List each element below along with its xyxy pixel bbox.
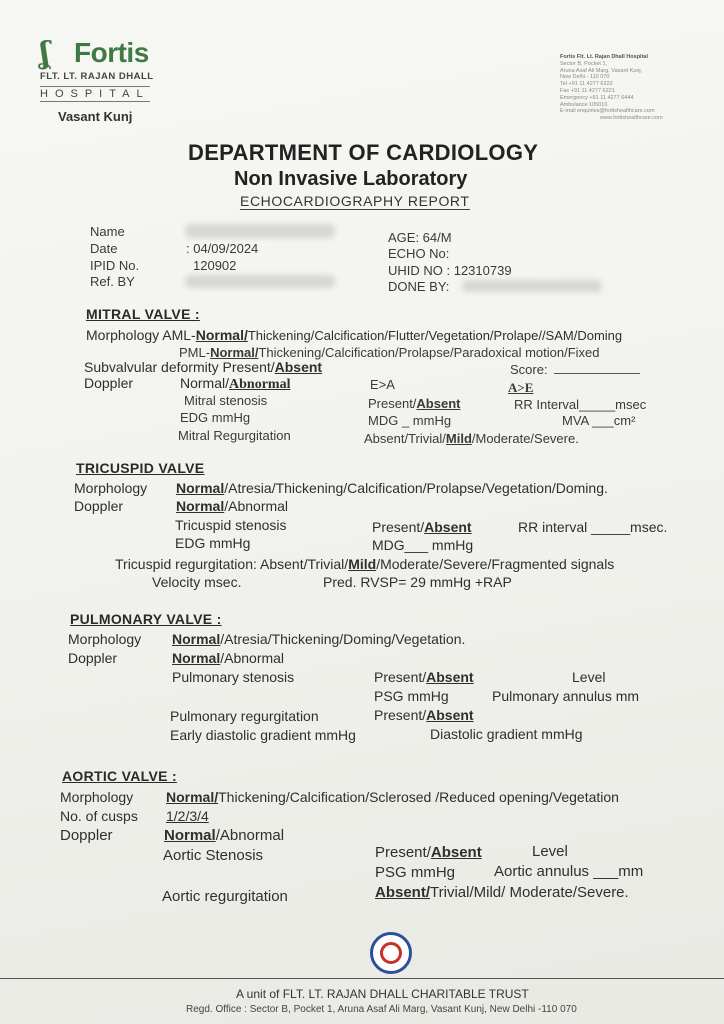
mitral-stenosis-label: Mitral stenosis xyxy=(184,393,268,408)
hospital-address: Fortis Flt. Lt. Rajan Dhall Hospital Sector B, Pocket 1, Aruna Asaf Ali Marg, Vasant Kunj, New Delhi - 110 070 Tel +91 11 4277 6222 Fax +91 11 4277 6221 Emergency +91 11 4277 6444 Ambulance 105010 E-mail enquiries@fortishealthcare.com www.fortishealthcare.com xyxy=(560,54,663,122)
pulmonary-morphology: Morphology Normal/Atresia/Thickening/Doming/Vegetation. xyxy=(68,631,466,647)
aortic-stenosis-label: Aortic Stenosis xyxy=(163,847,264,864)
mitral-edg: EDG mmHg xyxy=(180,410,251,425)
mitral-ae: A>E xyxy=(508,380,534,395)
pulmonary-regurg-value: Present/Absent xyxy=(374,707,474,723)
tricuspid-rvsp: Pred. RVSP= 29 mmHg +RAP xyxy=(323,574,512,590)
aortic-cusps: No. of cusps 1/2/3/4 xyxy=(60,808,209,824)
redacted-ref xyxy=(185,275,335,288)
tricuspid-edg: EDG mmHg xyxy=(175,535,251,551)
redacted-name xyxy=(185,224,335,238)
tricuspid-morphology: Morphology Normal/Atresia/Thickening/Calcification/Prolapse/Vegetation/Doming. xyxy=(74,480,608,496)
pulmonary-dg: Diastolic gradient mmHg xyxy=(430,726,583,742)
pulmonary-level: Level xyxy=(572,669,606,685)
trust-seal-icon xyxy=(370,932,412,974)
date-label: Date xyxy=(90,241,118,256)
echo-no: ECHO No: xyxy=(388,246,450,261)
pulmonary-doppler: Doppler Normal/Abnormal xyxy=(68,650,285,666)
mitral-mdg: MDG _ mmHg xyxy=(368,413,452,428)
tricuspid-doppler: Doppler Normal/Abnormal xyxy=(74,498,289,514)
pulmonary-stenosis-label: Pulmonary stenosis xyxy=(172,669,295,685)
logo-subtitle: FLT. LT. RAJAN DHALL xyxy=(40,71,154,82)
pulmonary-regurg-label: Pulmonary regurgitation xyxy=(170,708,319,724)
footer-divider xyxy=(0,978,724,979)
aortic-level: Level xyxy=(532,843,568,860)
tricuspid-velocity: Velocity msec. xyxy=(152,574,242,590)
aortic-regurg-label: Aortic regurgitation xyxy=(162,888,288,905)
mitral-doppler-value: Normal/Abnormal xyxy=(180,375,291,392)
footer-trust: A unit of FLT. LT. RAJAN DHALL CHARITABLE TRUST xyxy=(236,987,529,1001)
pulmonary-stenosis-value: Present/Absent xyxy=(374,669,474,685)
mitral-score: Score: xyxy=(510,362,640,377)
tricuspid-stenosis-label: Tricuspid stenosis xyxy=(175,517,287,533)
mitral-title: MITRAL VALVE : xyxy=(86,306,200,322)
mitral-aml: Morphology AML-Normal/Thickening/Calcification/Flutter/Vegetation/Prolape//SAM/Doming xyxy=(86,327,623,343)
tricuspid-regurg: Tricuspid regurgitation: Absent/Trivial/Mild/Moderate/Severe/Fragmented signals xyxy=(115,556,615,572)
mitral-ea: E>A xyxy=(370,377,395,392)
mitral-rr-interval: RR Interval_____msec xyxy=(514,397,647,412)
redacted-doctor xyxy=(462,280,602,292)
uhid: UHID NO : 12310739 xyxy=(388,263,512,278)
pulmonary-edg: Early diastolic gradient mmHg xyxy=(170,727,356,743)
aortic-morphology: Morphology Normal/Thickening/Calcification/Sclerosed /Reduced opening/Vegetation xyxy=(60,789,619,805)
tricuspid-rr-interval: RR interval _____msec. xyxy=(518,519,668,535)
tricuspid-mdg: MDG___ mmHg xyxy=(372,537,474,553)
ipid-value: 120902 xyxy=(193,258,237,273)
logo-name: Fortis xyxy=(74,37,149,68)
logo-hospital: HOSPITAL xyxy=(40,88,150,100)
aortic-doppler: Doppler Normal/Abnormal xyxy=(60,827,285,844)
mitral-regurg-value: Absent/Trivial/Mild/Moderate/Severe. xyxy=(364,431,579,446)
aortic-annulus: Aortic annulus ___mm xyxy=(494,863,644,880)
aortic-regurg-value: Absent/Trivial/Mild/ Moderate/Severe. xyxy=(375,884,629,901)
pulmonary-title: PULMONARY VALVE : xyxy=(70,611,222,627)
footer-regd-office: Regd. Office : Sector B, Pocket 1, Aruna Asaf Ali Marg, Vasant Kunj, New Delhi -110 070 xyxy=(186,1004,577,1015)
pulmonary-psg: PSG mmHg xyxy=(374,688,449,704)
aortic-stenosis-value: Present/Absent xyxy=(375,844,482,861)
tricuspid-stenosis-value: Present/Absent xyxy=(372,519,472,535)
aortic-title: AORTIC VALVE : xyxy=(62,768,177,784)
name-label: Name xyxy=(90,224,125,239)
ref-label: Ref. BY xyxy=(90,274,135,289)
report-title: ECHOCARDIOGRAPHY REPORT xyxy=(240,193,470,209)
age: AGE: 64/M xyxy=(388,230,452,245)
done-by: DONE BY: xyxy=(388,279,450,294)
aortic-psg: PSG mmHg xyxy=(375,864,456,881)
fortis-logo-icon: ʆ xyxy=(40,36,50,71)
mitral-subvalvular: Subvalvular deformity Present/Absent xyxy=(84,359,323,375)
lab-title: Non Invasive Laboratory xyxy=(234,168,468,190)
ipid-label: IPID No. xyxy=(90,258,140,273)
tricuspid-title: TRICUSPID VALVE xyxy=(76,460,205,476)
mitral-stenosis-value: Present/Absent xyxy=(368,396,461,411)
pulmonary-annulus: Pulmonary annulus mm xyxy=(492,688,640,704)
hospital-location: Vasant Kunj xyxy=(58,109,133,124)
date-value: : 04/09/2024 xyxy=(186,241,259,256)
mitral-mva: MVA ___cm² xyxy=(562,413,636,428)
mitral-regurg-label: Mitral Regurgitation xyxy=(178,428,291,443)
mitral-pml: PML-Normal/Thickening/Calcification/Prolapse/Paradoxical motion/Fixed xyxy=(179,345,600,360)
department-title: DEPARTMENT OF CARDIOLOGY xyxy=(188,140,539,165)
mitral-doppler-label: Doppler xyxy=(84,375,134,391)
